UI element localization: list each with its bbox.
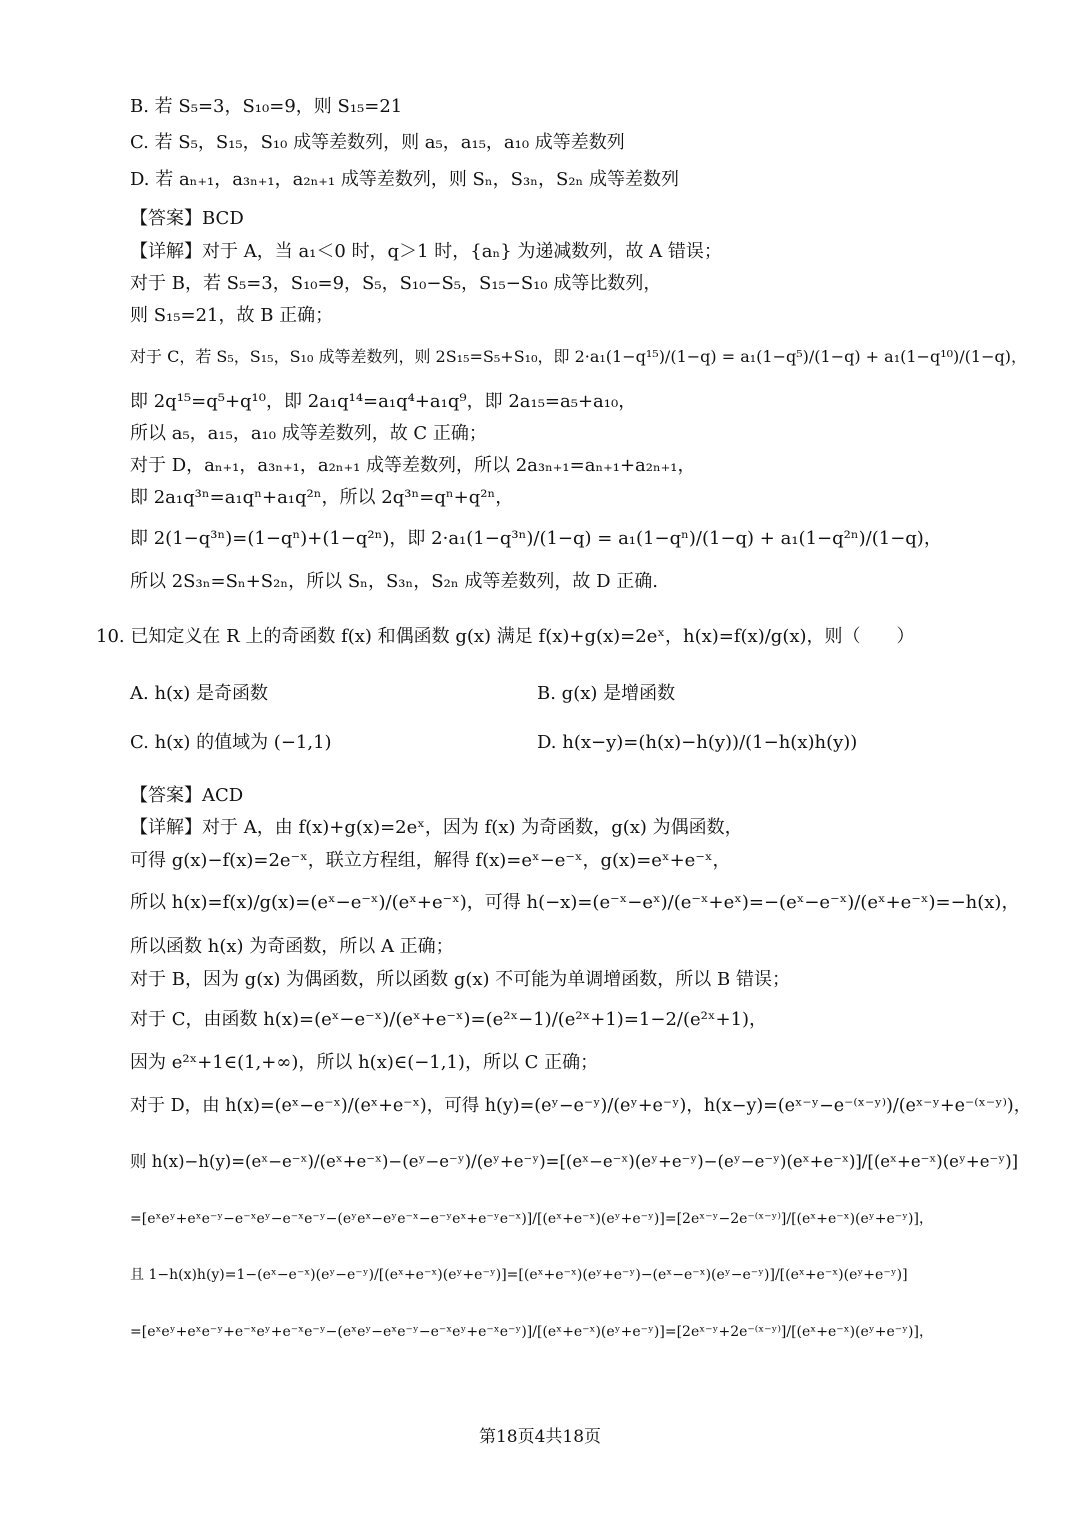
q10-detail-line: 对于 C，由函数 h(x)=(eˣ−e⁻ˣ)/(eˣ+e⁻ˣ)=(e²ˣ−1)/(e²ˣ+1)=1−2/(e²ˣ+1)， [130,1009,768,1030]
q9-detail-line: 即 2q¹⁵=q⁵+q¹⁰，即 2a₁q¹⁴=a₁q⁴+a₁q⁹，即 2a₁₅=a₅+a₁₀， [130,391,637,412]
q9-answer: 【答案】BCD [130,208,244,229]
q9-detail-line: 则 S₁₅=21，故 B 正确； [130,305,334,326]
q9-detail-line: 对于 D，aₙ₊₁，a₃ₙ₊₁，a₂ₙ₊₁ 成等差数列，所以 2a₃ₙ₊₁=aₙ₊₁+a₂ₙ₊₁， [130,455,696,476]
q10-detail-line: 对于 B，因为 g(x) 为偶函数，所以函数 g(x) 不可能为单调增函数，所以 B 错误； [130,969,790,990]
q10-detail-line: 对于 D，由 h(x)=(eˣ−e⁻ˣ)/(eˣ+e⁻ˣ)，可得 h(y)=(eʸ−e⁻ʸ)/(eʸ+e⁻ʸ)，h(x−y)=(eˣ⁻ʸ−e⁻⁽ˣ⁻ʸ⁾)/(eˣ⁻ʸ+e⁻⁽ˣ⁻ʸ⁾)， [130,1096,1032,1116]
q10-detail-line: 所以 h(x)=f(x)/g(x)=(eˣ−e⁻ˣ)/(eˣ+e⁻ˣ)，可得 h(−x)=(e⁻ˣ−eˣ)/(e⁻ˣ+eˣ)=−(eˣ−e⁻ˣ)/(eˣ+e⁻ˣ)=−h(x)， [130,892,1020,913]
q9-detail-line: 【详解】对于 A，当 a₁＜0 时，q＞1 时，{aₙ} 为递减数列，故 A 错误； [130,241,722,262]
q9-detail-line: 即 2(1−q³ⁿ)=(1−qⁿ)+(1−q²ⁿ)，即 2·a₁(1−q³ⁿ)/(1−q) = a₁(1−qⁿ)/(1−q) + a₁(1−q²ⁿ)/(1−q)， [130,528,942,549]
q10-detail-line: 所以函数 h(x) 为奇函数，所以 A 正确； [130,936,454,957]
q10-detail-line: 则 h(x)−h(y)=(eˣ−e⁻ˣ)/(eˣ+e⁻ˣ)−(eʸ−e⁻ʸ)/(eʸ+e⁻ʸ)=[(eˣ−e⁻ˣ)(eʸ+e⁻ʸ)−(eʸ−e⁻ʸ)(eˣ+e⁻ˣ)]/[(eˣ+e⁻ˣ)(eʸ+e⁻ʸ)] [130,1152,1019,1171]
q10-option-a: A. h(x) 是奇函数 [130,683,268,704]
q10-detail-line: 因为 e²ˣ+1∈(1,+∞)，所以 h(x)∈(−1,1)，所以 C 正确； [130,1052,599,1073]
q10-detail-line: 且 1−h(x)h(y)=1−(eˣ−e⁻ˣ)(eʸ−e⁻ʸ)/[(eˣ+e⁻ˣ)(eʸ+e⁻ʸ)]=[(eˣ+e⁻ˣ)(eʸ+e⁻ʸ)−(eˣ−e⁻ˣ)(eʸ−e⁻ʸ)]/[(eˣ+e⁻ˣ)(eʸ+e⁻ʸ)] [130,1267,908,1283]
q10-option-c: C. h(x) 的值域为 (−1,1) [130,732,332,753]
q10-option-b: B. g(x) 是增函数 [537,683,676,704]
q9-detail-line: 对于 B，若 S₅=3，S₁₀=9，S₅，S₁₀−S₅，S₁₅−S₁₀ 成等比数列， [130,273,662,294]
q10-detail-line: =[eˣeʸ+eˣe⁻ʸ−e⁻ˣeʸ−e⁻ˣe⁻ʸ−(eʸeˣ−eʸe⁻ˣ−e⁻ʸeˣ+e⁻ʸe⁻ˣ)]/[(eˣ+e⁻ˣ)(eʸ+e⁻ʸ)]=[2eˣ⁻ʸ−2e⁻⁽ˣ⁻ʸ⁾]/[(eˣ+e⁻ˣ)(eʸ+e⁻ʸ)]， [130,1211,933,1227]
q10-answer: 【答案】ACD [130,785,244,806]
q10-detail-line: =[eˣeʸ+eˣe⁻ʸ+e⁻ˣeʸ+e⁻ˣe⁻ʸ−(eˣeʸ−eˣe⁻ʸ−e⁻ˣeʸ+e⁻ˣe⁻ʸ)]/[(eˣ+e⁻ˣ)(eʸ+e⁻ʸ)]=[2eˣ⁻ʸ+2e⁻⁽ˣ⁻ʸ⁾]/[(eˣ+e⁻ˣ)(eʸ+e⁻ʸ)]， [130,1324,933,1340]
q9-option-d: D. 若 aₙ₊₁，a₃ₙ₊₁，a₂ₙ₊₁ 成等差数列，则 Sₙ，S₃ₙ，S₂ₙ 成等差数列 [130,169,680,190]
q9-detail-line: 所以 a₅，a₁₅，a₁₀ 成等差数列，故 C 正确； [130,423,487,444]
q9-option-c: C. 若 S₅，S₁₅，S₁₀ 成等差数列，则 a₅，a₁₅，a₁₀ 成等差数列 [130,132,625,153]
q10-option-d: D. h(x−y)=(h(x)−h(y))/(1−h(x)h(y)) [537,732,858,753]
q10-detail-line: 【详解】对于 A，由 f(x)+g(x)=2eˣ，因为 f(x) 为奇函数，g(x) 为偶函数， [130,817,743,838]
q9-detail-line: 所以 2S₃ₙ=Sₙ+S₂ₙ，所以 Sₙ，S₃ₙ，S₂ₙ 成等差数列，故 D 正确. [130,571,658,592]
page-footer: 第18页4共18页 [478,1427,602,1447]
q10-stem: 10. 已知定义在 R 上的奇函数 f(x) 和偶函数 g(x) 满足 f(x)+g(x)=2eˣ，h(x)=f(x)/g(x)，则（ ） [96,626,915,647]
q9-option-b: B. 若 S₅=3，S₁₀=9，则 S₁₅=21 [130,96,403,117]
q10-detail-line: 可得 g(x)−f(x)=2e⁻ˣ，联立方程组，解得 f(x)=eˣ−e⁻ˣ，g(x)=eˣ+e⁻ˣ， [130,850,731,871]
q9-detail-line: 即 2a₁q³ⁿ=a₁qⁿ+a₁q²ⁿ，所以 2q³ⁿ=qⁿ+q²ⁿ， [130,487,514,508]
q9-detail-line: 对于 C，若 S₅，S₁₅，S₁₀ 成等差数列，则 2S₁₅=S₅+S₁₀，即 2·a₁(1−q¹⁵)/(1−q) = a₁(1−q⁵)/(1−q) + a₁(1−q¹⁰)/(1−q)， [130,347,1027,366]
